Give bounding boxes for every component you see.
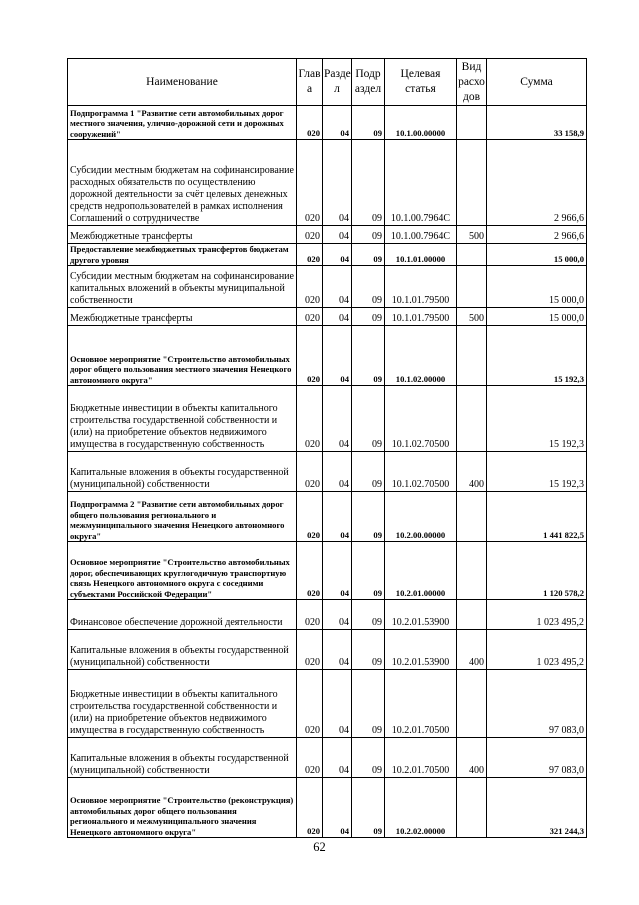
table-row (68, 386, 587, 452)
row-sum-cell: 321 244,3 (487, 778, 587, 838)
row-target-cell: 10.1.01.79500 (385, 266, 457, 308)
row-vid-cell (457, 386, 487, 452)
row-target-cell: 10.2.01.53900 (385, 630, 457, 670)
header-row (68, 59, 587, 106)
row-razdel-cell: 04 (323, 308, 352, 326)
row-sum-cell: 15 000,0 (487, 244, 587, 266)
table-row (68, 308, 587, 326)
row-glava-cell: 020 (297, 492, 323, 542)
row-name-cell: Бюджетные инвестиции в объекты капитального строительства государственной собственности и (или) на приобретение объектов недвижимого имущества в государственную собственность (68, 386, 297, 452)
row-name-cell: Капитальные вложения в объекты государственной (муниципальной) собственности (68, 452, 297, 492)
row-target-cell: 10.2.01.00000 (385, 542, 457, 600)
row-podrazdel-cell: 09 (352, 600, 385, 630)
table-row (68, 140, 587, 226)
row-razdel-cell: 04 (323, 326, 352, 386)
row-podrazdel-cell: 09 (352, 542, 385, 600)
row-target-cell: 10.1.00.7964С (385, 226, 457, 244)
row-vid-cell (457, 326, 487, 386)
table-body (68, 106, 587, 838)
row-sum-cell: 1 120 578,2 (487, 542, 587, 600)
table-row (68, 492, 587, 542)
table-row (68, 670, 587, 738)
row-podrazdel-cell: 09 (352, 308, 385, 326)
header-target: Целевая статья (385, 59, 457, 106)
header-name: Наименование (68, 59, 297, 106)
row-razdel-cell: 04 (323, 630, 352, 670)
row-name-cell: Субсидии местным бюджетам на софинансирование расходных обязательств по осуществлению дорожной деятельности за счёт целевых денежных средств недропользователей в рамках исполнения Соглашений о сотрудничестве (68, 140, 297, 226)
row-sum-cell: 15 192,3 (487, 386, 587, 452)
row-target-cell: 10.2.02.00000 (385, 778, 457, 838)
page-number: 62 (313, 840, 326, 854)
row-target-cell: 10.1.02.70500 (385, 452, 457, 492)
row-glava-cell: 020 (297, 106, 323, 140)
row-glava-cell: 020 (297, 630, 323, 670)
row-vid-cell (457, 670, 487, 738)
row-sum-cell: 15 000,0 (487, 308, 587, 326)
row-podrazdel-cell: 09 (352, 670, 385, 738)
row-vid-cell: 400 (457, 738, 487, 778)
row-sum-cell: 1 023 495,2 (487, 630, 587, 670)
row-sum-cell: 1 441 822,5 (487, 492, 587, 542)
row-podrazdel-cell: 09 (352, 226, 385, 244)
row-glava-cell: 020 (297, 386, 323, 452)
header-razdel: Разде л (323, 59, 352, 106)
row-target-cell: 10.2.01.70500 (385, 738, 457, 778)
row-vid-cell (457, 778, 487, 838)
row-razdel-cell: 04 (323, 492, 352, 542)
row-name-cell: Капитальные вложения в объекты государственной (муниципальной) собственности (68, 630, 297, 670)
row-glava-cell: 020 (297, 778, 323, 838)
row-glava-cell: 020 (297, 738, 323, 778)
row-razdel-cell: 04 (323, 386, 352, 452)
row-vid-cell (457, 600, 487, 630)
row-podrazdel-cell: 09 (352, 140, 385, 226)
row-razdel-cell: 04 (323, 266, 352, 308)
row-name-cell: Подпрограмма 2 "Развитие сети автомобильных дорог общего пользования регионального и межмуниципального значения Ненецкого автономного округа" (68, 492, 297, 542)
row-name-cell: Основное мероприятие "Строительство (реконструкция) автомобильных дорог общего пользования регионального и межмуниципального значения Ненецкого автономного округа" (68, 778, 297, 838)
header-sum: Сумма (487, 59, 587, 106)
row-vid-cell (457, 266, 487, 308)
row-target-cell: 10.2.00.00000 (385, 492, 457, 542)
row-name-cell: Финансовое обеспечение дорожной деятельности (68, 600, 297, 630)
row-razdel-cell: 04 (323, 140, 352, 226)
row-name-cell: Предоставление межбюджетных трансфертов бюджетам другого уровня (68, 244, 297, 266)
row-target-cell: 10.1.02.00000 (385, 326, 457, 386)
row-vid-cell: 500 (457, 226, 487, 244)
row-razdel-cell: 04 (323, 106, 352, 140)
row-razdel-cell: 04 (323, 600, 352, 630)
row-razdel-cell: 04 (323, 452, 352, 492)
row-glava-cell: 020 (297, 308, 323, 326)
row-name-cell: Бюджетные инвестиции в объекты капитального строительства государственной собственности и (или) на приобретение объектов недвижимого имущества в государственную собственность (68, 670, 297, 738)
row-sum-cell: 15 192,3 (487, 326, 587, 386)
row-target-cell: 10.1.00.00000 (385, 106, 457, 140)
row-podrazdel-cell: 09 (352, 492, 385, 542)
table-row (68, 738, 587, 778)
row-podrazdel-cell: 09 (352, 452, 385, 492)
row-sum-cell: 15 192,3 (487, 452, 587, 492)
table-row (68, 542, 587, 600)
row-sum-cell: 97 083,0 (487, 670, 587, 738)
header-glava: Глав а (297, 59, 323, 106)
row-glava-cell: 020 (297, 266, 323, 308)
table-row (68, 226, 587, 244)
row-glava-cell: 020 (297, 600, 323, 630)
row-vid-cell: 400 (457, 630, 487, 670)
row-podrazdel-cell: 09 (352, 386, 385, 452)
row-sum-cell: 97 083,0 (487, 738, 587, 778)
row-sum-cell: 33 158,9 (487, 106, 587, 140)
row-sum-cell: 1 023 495,2 (487, 600, 587, 630)
table-row (68, 630, 587, 670)
row-name-cell: Подпрограмма 1 "Развитие сети автомобильных дорог местного значения, улично-дорожной сети и дорожных сооружений" (68, 106, 297, 140)
row-sum-cell: 2 966,6 (487, 226, 587, 244)
row-glava-cell: 020 (297, 670, 323, 738)
row-razdel-cell: 04 (323, 542, 352, 600)
row-razdel-cell: 04 (323, 738, 352, 778)
row-target-cell: 10.2.01.53900 (385, 600, 457, 630)
row-name-cell: Межбюджетные трансферты (68, 308, 297, 326)
row-vid-cell (457, 244, 487, 266)
row-name-cell: Основное мероприятие "Строительство автомобильных дорог, обеспечивающих круглогодичную транспортную связь Ненецкого автономного округа с соседними субъектами Российской Федерации" (68, 542, 297, 600)
row-target-cell: 10.2.01.70500 (385, 670, 457, 738)
row-vid-cell: 500 (457, 308, 487, 326)
row-vid-cell (457, 140, 487, 226)
table-row (68, 244, 587, 266)
row-razdel-cell: 04 (323, 778, 352, 838)
row-target-cell: 10.1.01.00000 (385, 244, 457, 266)
row-vid-cell (457, 492, 487, 542)
table-row (68, 266, 587, 308)
row-podrazdel-cell: 09 (352, 266, 385, 308)
row-glava-cell: 020 (297, 140, 323, 226)
budget-table (67, 58, 587, 838)
row-razdel-cell: 04 (323, 244, 352, 266)
row-glava-cell: 020 (297, 226, 323, 244)
table-row (68, 600, 587, 630)
row-name-cell: Субсидии местным бюджетам на софинансирование капитальных вложений в объекты муниципальной собственности (68, 266, 297, 308)
row-podrazdel-cell: 09 (352, 778, 385, 838)
row-name-cell: Межбюджетные трансферты (68, 226, 297, 244)
header-vid: Вид расхо дов (457, 59, 487, 106)
row-glava-cell: 020 (297, 326, 323, 386)
row-vid-cell (457, 542, 487, 600)
row-sum-cell: 2 966,6 (487, 140, 587, 226)
row-name-cell: Капитальные вложения в объекты государственной (муниципальной) собственности (68, 738, 297, 778)
row-razdel-cell: 04 (323, 670, 352, 738)
table-row (68, 106, 587, 140)
row-vid-cell (457, 106, 487, 140)
row-podrazdel-cell: 09 (352, 630, 385, 670)
row-glava-cell: 020 (297, 452, 323, 492)
row-vid-cell: 400 (457, 452, 487, 492)
row-sum-cell: 15 000,0 (487, 266, 587, 308)
row-glava-cell: 020 (297, 542, 323, 600)
row-podrazdel-cell: 09 (352, 738, 385, 778)
row-glava-cell: 020 (297, 244, 323, 266)
row-target-cell: 10.1.01.79500 (385, 308, 457, 326)
row-target-cell: 10.1.02.70500 (385, 386, 457, 452)
row-podrazdel-cell: 09 (352, 326, 385, 386)
row-name-cell: Основное мероприятие "Строительство автомобильных дорог общего пользования местного значения Ненецкого автономного округа" (68, 326, 297, 386)
table-row (68, 452, 587, 492)
table-row (68, 326, 587, 386)
row-podrazdel-cell: 09 (352, 244, 385, 266)
header-podrazdel: Подр аздел (352, 59, 385, 106)
row-razdel-cell: 04 (323, 226, 352, 244)
row-target-cell: 10.1.00.7964С (385, 140, 457, 226)
row-podrazdel-cell: 09 (352, 106, 385, 140)
table-row (68, 778, 587, 838)
